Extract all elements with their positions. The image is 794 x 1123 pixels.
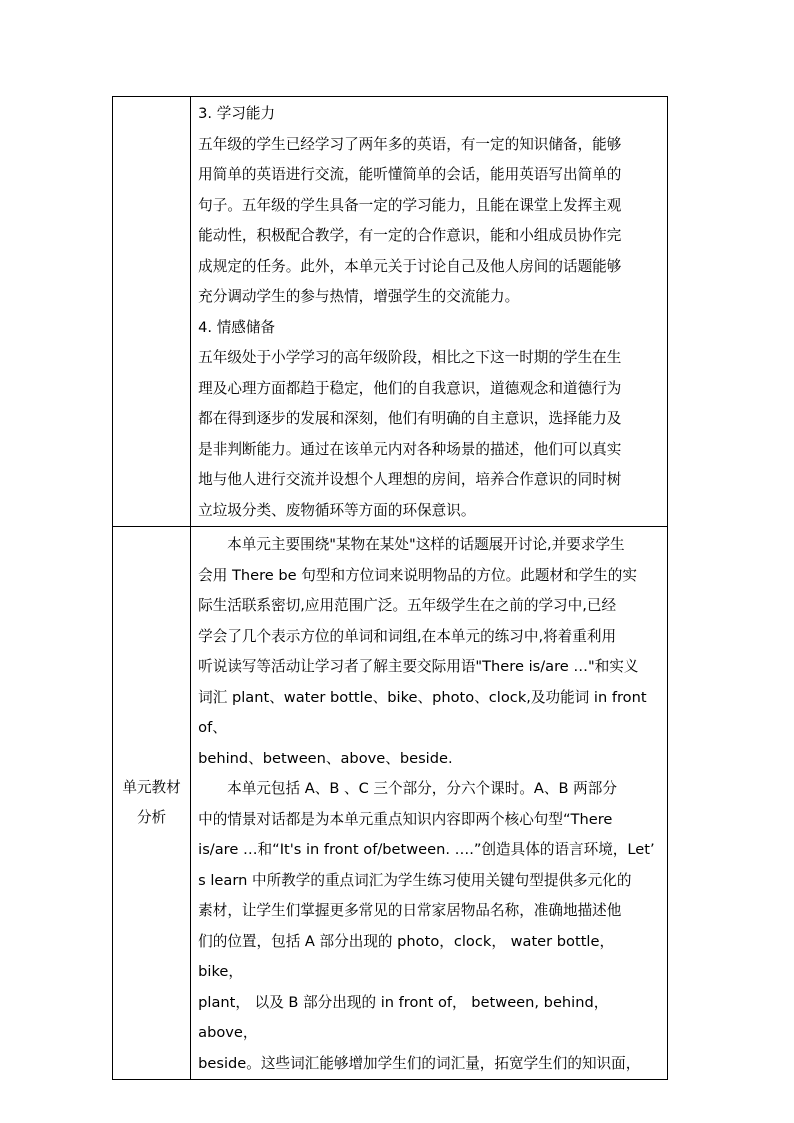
row-label-line: 单元教材 <box>122 779 181 796</box>
row-label-cell-textbook-analysis <box>113 527 191 1080</box>
unit-analysis-table <box>112 96 668 1080</box>
text-line: 是非判断能力。通过在该单元内对各种场景的描述，他们可以真实 <box>198 440 622 458</box>
text-line: 素材，让学生们掌握更多常见的日常家居物品名称，准确地描述他 <box>198 902 622 919</box>
table-row-learner-analysis <box>113 97 668 527</box>
text-line: 五年级处于小学学习的高年级阶段，相比之下这一时期的学生在生 <box>198 349 622 366</box>
text-line: 都在得到逐步的发展和深刻，他们有明确的自主意识，选择能力及 <box>198 410 622 427</box>
text-line: 听说读写等活动让学习者了解主要交际用语"There is/are …"和实义 <box>198 658 639 675</box>
section-heading-learning-ability: 3. 学习能力 <box>198 105 276 122</box>
content-cell-textbook-analysis <box>191 527 668 1080</box>
text-line: 成规定的任务。此外，本单元关于讨论自己及他人房间的话题能够 <box>198 257 622 275</box>
text-line: behind、between、above、beside. <box>198 749 453 767</box>
text-line: is/are …和“It's in front of/between. ….”创造具体的语言环境，Let’ <box>198 841 655 858</box>
text-line: 中的情景对话都是为本单元重点知识内容即两个核心句型“There <box>198 810 613 828</box>
text-line: 们的位置，包括 A 部分出现的 photo，clock， water bottle， bike， <box>198 932 615 980</box>
text-line: 理及心理方面都趋于稳定，他们的自我意识，道德观念和道德行为 <box>198 379 622 397</box>
text-line: 本单元主要围绕"某物在某处"这样的话题展开讨论,并要求学生 <box>227 536 625 553</box>
content-cell-learner-analysis <box>191 97 668 527</box>
text-line: 用简单的英语进行交流，能听懂简单的会话，能用英语写出简单的 <box>198 166 622 183</box>
section-heading-emotional-readiness: 4. 情感储备 <box>198 318 276 336</box>
text-line: 本单元包括 A、B 、C 三个部分，分六个课时。A、B 两部分 <box>227 780 617 797</box>
text-line: 充分调动学生的参与热情，增强学生的交流能力。 <box>198 288 520 305</box>
text-line: s learn 中所教学的重点词汇为学生练习使用关键句型提供多元化的 <box>198 871 632 889</box>
row-label-cell-empty <box>113 97 191 527</box>
row-label-textbook-analysis <box>122 773 182 833</box>
row-label-line: 分析 <box>136 809 167 826</box>
text-line: beside。这些词汇能够增加学生们的词汇量，拓宽学生们的知识面， <box>198 1054 641 1072</box>
text-line: 会用 There be 句型和方位词来说明物品的方位。此题材和学生的实 <box>198 566 637 584</box>
text-line: 句子。五年级的学生具备一定的学习能力，且能在课堂上发挥主观 <box>198 196 622 214</box>
text-line: 立垃圾分类、废物循环等方面的环保意识。 <box>198 501 476 519</box>
text-line: 际生活联系密切,应用范围广泛。五年级学生在之前的学习中,已经 <box>198 597 617 614</box>
text-line: 学会了几个表示方位的单词和词组,在本单元的练习中,将着重利用 <box>198 627 617 645</box>
table-row-textbook-analysis <box>113 527 668 1080</box>
text-line: 词汇 plant、water bottle、bike、photo、clock,及功能词 in front of、 <box>198 688 647 736</box>
text-line: 地与他人进行交流并设想个人理想的房间，培养合作意识的同时树 <box>198 471 622 488</box>
text-line: 五年级的学生已经学习了两年多的英语，有一定的知识储备，能够 <box>198 135 622 153</box>
text-line: 能动性，积极配合教学，有一定的合作意识，能和小组成员协作完 <box>198 227 622 244</box>
text-line: plant， 以及 B 部分出现的 in front of， between, behind， above， <box>198 993 609 1041</box>
